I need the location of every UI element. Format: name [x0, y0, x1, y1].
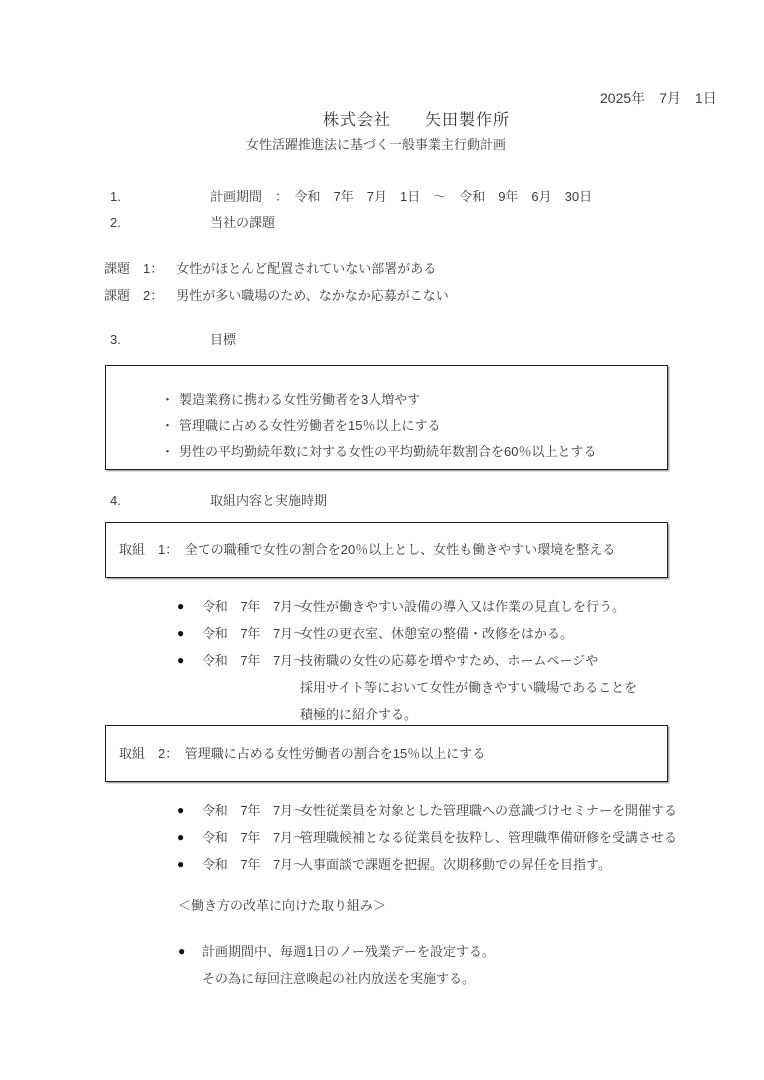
circle-bullet-icon: ● — [177, 653, 185, 667]
goal-text: 男性の平均勤続年数に対する女性の平均勤続年数割合を60％以上とする — [179, 444, 597, 459]
goal-item — [161, 413, 596, 439]
circle-bullet-icon: ● — [177, 626, 185, 640]
item-number: 1. — [110, 189, 121, 204]
circle-bullet-icon: ● — [177, 803, 185, 817]
action-row — [177, 620, 637, 647]
action-text: 計画期間中、毎週1日のノー残業デーを設定する。 — [202, 944, 495, 959]
initiative-1-title: 取組 1： 全ての職種で女性の割合を20％以上とし、女性も働きやすい環境を整える — [119, 542, 616, 558]
document-date: 2025年 7月 1日 — [600, 90, 717, 106]
issue-text: 男性が多い職場のため、なかなか応募がこない — [176, 288, 449, 303]
issue-text: 女性がほとんど配置されていない部署がある — [176, 261, 437, 276]
numbered-item-4 — [0, 492, 764, 510]
workstyle-action-lines — [202, 938, 495, 992]
item-label: 目標 — [210, 332, 237, 347]
circle-bullet-icon: ● — [177, 599, 185, 613]
action-text-continuation: 採用サイト等において女性が働きやすい職場であることを — [300, 680, 638, 695]
circle-bullet-icon: ● — [178, 944, 186, 958]
action-row — [177, 797, 677, 824]
action-row — [177, 824, 677, 851]
action-date: 令和 7年 7月～ — [202, 857, 306, 872]
goals-list — [161, 387, 596, 465]
goal-item — [161, 439, 596, 465]
initiative-2-box — [105, 725, 668, 782]
numbered-item-2 — [0, 214, 764, 232]
circle-bullet-icon: ● — [177, 830, 185, 844]
action-text-continuation: その為に毎回注意喚起の社内放送を実施する。 — [202, 971, 476, 986]
issue-label: 課題 1： — [104, 261, 164, 276]
dot-bullet-icon: ・ — [161, 418, 175, 433]
company-name: 株式会社 矢田製作所 — [323, 112, 511, 129]
goal-item — [161, 387, 596, 413]
initiative-1-box — [105, 522, 668, 578]
action-date: 令和 7年 7月～ — [202, 653, 306, 668]
numbered-item-3 — [0, 331, 764, 349]
goal-text: 管理職に占める女性労働者を15％以上にする — [179, 418, 441, 433]
action-row — [177, 647, 637, 728]
issue-label: 課題 2： — [104, 288, 164, 303]
action-date: 令和 7年 7月～ — [202, 599, 306, 614]
circle-bullet-icon: ● — [177, 857, 185, 871]
action-text: 女性従業員を対象とした管理職への意識づけセミナーを開催する — [300, 803, 678, 818]
initiative-1-actions — [177, 593, 637, 728]
item-number: 4. — [110, 493, 121, 508]
item-label: 計画期間 ： 令和 7年 7月 1日 ～ 令和 9年 6月 30日 — [210, 189, 593, 204]
action-date: 令和 7年 7月～ — [202, 803, 306, 818]
goals-box — [105, 365, 668, 470]
action-row — [177, 593, 637, 620]
item-number: 2. — [110, 215, 121, 230]
action-date: 令和 7年 7月～ — [202, 830, 306, 845]
issue-row-2 — [104, 287, 449, 305]
action-text: 人事面談で課題を把握。次期移動での昇任を目指す。 — [300, 857, 611, 872]
initiative-2-title: 取組 2： 管理職に占める女性労働者の割合を15％以上にする — [119, 745, 486, 761]
action-text-continuation: 積極的に紹介する。 — [300, 707, 418, 722]
document-title: 女性活躍推進法に基づく一般事業主行動計画 — [246, 137, 507, 152]
initiative-2-actions — [177, 797, 677, 878]
dot-bullet-icon: ・ — [161, 392, 175, 407]
workstyle-section-heading: ＜働き方の改革に向けた取り組み＞ — [178, 898, 387, 913]
action-row — [177, 851, 677, 878]
action-date: 令和 7年 7月～ — [202, 626, 306, 641]
item-label: 取組内容と実施時期 — [210, 493, 328, 508]
dot-bullet-icon: ・ — [161, 444, 175, 459]
item-label: 当社の課題 — [210, 215, 276, 230]
workstyle-action-row — [178, 938, 495, 992]
action-text: 技術職の女性の応募を増やすため、ホームページや — [300, 653, 599, 668]
item-number: 3. — [110, 332, 121, 347]
numbered-item-1 — [0, 188, 764, 206]
issue-row-1 — [104, 260, 436, 278]
action-text: 女性の更衣室、休憩室の整備・改修をはかる。 — [300, 626, 574, 641]
action-text: 管理職候補となる従業員を抜粋し、管理職準備研修を受講させる — [300, 830, 678, 845]
goal-text: 製造業務に携わる女性労働者を3人増やす — [179, 392, 421, 407]
action-text: 女性が働きやすい設備の導入又は作業の見直しを行う。 — [300, 599, 626, 614]
